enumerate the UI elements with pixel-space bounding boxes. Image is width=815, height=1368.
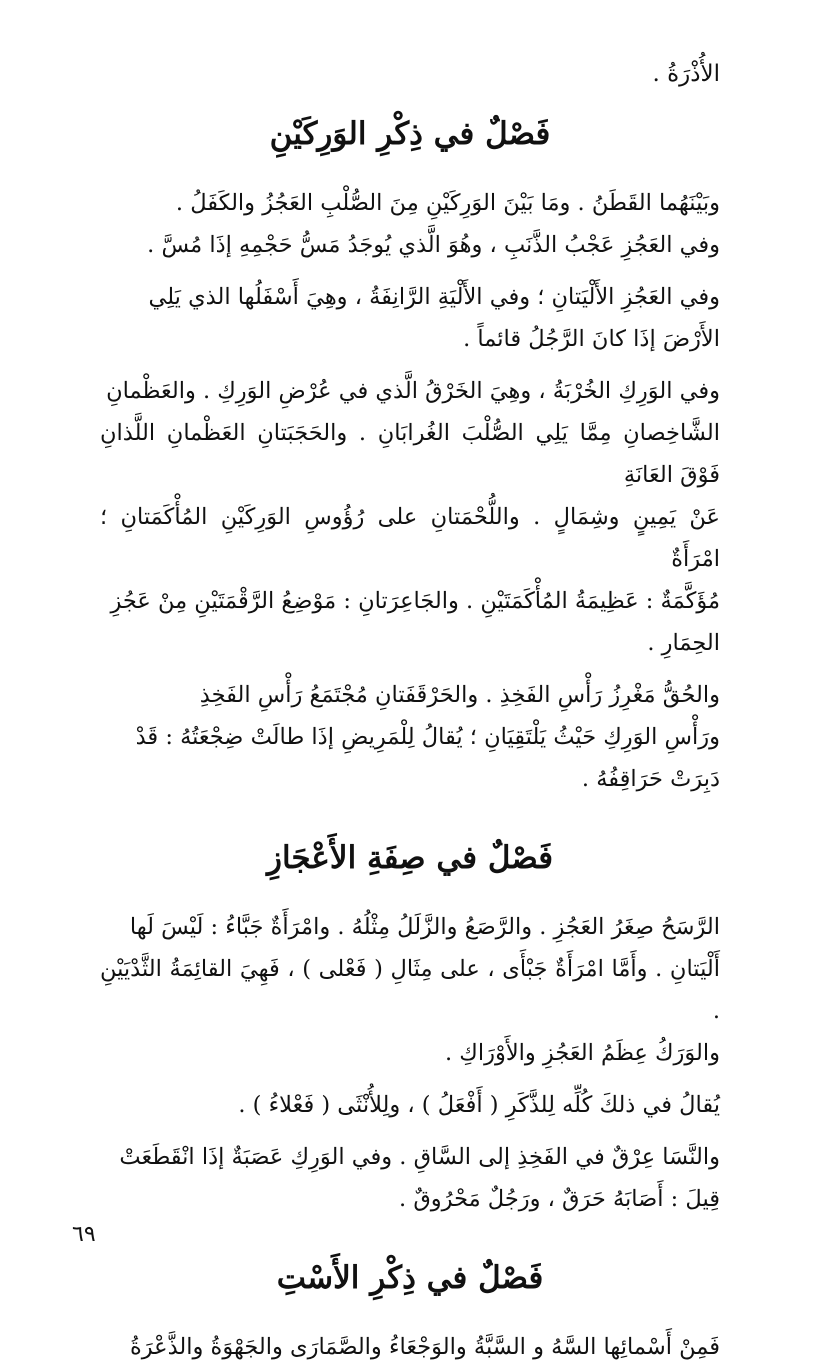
section-title-anus: فَصْلٌ في ذِكْرِ الأَسْتِ [276,1260,544,1296]
paragraph: يُقالُ في ذلكَ كُلِّه لِلذَّكَرِ ( أَفْعَلُ ) ، ولِلأُنْثَى ( فَعْلاءُ ) . [238,1092,720,1118]
paragraph: وبَيْنَهُما القَطَنُ . ومَا بَيْنَ الوَرِكَيْنِ مِنَ الصُّلْبِ العَجُزُ والكَفَلُ . وفي العَجُزِ عَجْبُ الذَّنَبِ ، وهُوَ الَّذي يُوجَدُ مَسُّ حَجْمِهِ إذَا مُسَّ . [147,190,720,258]
page-number: ٦٩ [72,1222,96,1247]
section-title-hips: فَصْلٌ في ذِكْرِ الوَرِكَيْنِ [269,116,551,152]
section-title-buttocks: فَصْلٌ في صِفَةِ الأَعْجَازِ [266,840,554,876]
paragraph: الرَّسَحُ صِغَرُ العَجُزِ . والرَّصَعُ والزَّلَلُ مِثْلُهُ . وامْرَأَةٌ جَبَّاءُ : لَيْسَ لَها أَلْيَتانِ . وأَمَّا امْرَأَةٌ جَبْأَى ، على مِثَالِ ( فَعْلى ) ، فَهِيَ القائِمَةُ الثَّدْيَيْنِ . والوَرَكُ عِظَمُ العَجُزِ والأَوْرَاكِ . [100,914,720,1066]
paragraph: وفي الوَرِكِ الخُرْبَةُ ، وهِيَ الخَرْقُ الَّذي في عُرْضِ الوَرِكِ . والعَظْمانِ الشَّاخِصانِ مِمَّا يَلِي الصُّلْبَ الغُرابَانِ . والحَجَبَتانِ العَظْمانِ اللَّذانِ فَوْقَ العَانَةِ عَنْ يَمِينٍ وشِمَالٍ . واللُّحْمَتانِ على رُؤُوسِ الوَرِكَيْنِ المُأْكَمَتانِ ؛ امْرَأَةٌ مُؤَكَّمَةٌ : عَظِيمَةُ المُأْكَمَتَيْنِ . والجَاعِرَتانِ : مَوْضِعُ الرَّقْمَتَيْنِ مِنْ عَجُزِ الحِمَارِ . [100,378,720,656]
paragraph: والحُقُّ مَغْرِزُ رَأْسِ الفَخِذِ . والحَرْقَفَتانِ مُجْتَمَعُ رَأْسِ الفَخِذِ ورَأْسِ الوَرِكِ حَيْثُ يَلْتَقِيَانِ ؛ يُقالُ لِلْمَرِيضِ إذَا طالَتْ ضِجْعَتُهُ : قَدْ دَبِرَتْ حَرَاقِفُهُ . [135,682,720,792]
continuation-line: الأُذْرَةُ . [652,61,720,87]
paragraph: والنَّسَا عِرْقٌ في الفَخِذِ إلى السَّاقِ . وفي الوَرِكِ عَصَبَةٌ إذَا انْقَطَعَتْ قِيلَ : أَصَابَهُ حَرَقٌ ، ورَجُلٌ مَحْرُوقٌ . [119,1144,720,1212]
paragraph: فَمِنْ أَسْمائِها السَّهُ و السَّبَّةُ والوَجْعَاءُ والصَّمَارَى والجَهْوَةُ والذَّعْرَةُ [129,1334,720,1360]
paragraph: وفي العَجُزِ الأَلْيَتانِ ؛ وفي الأَلْيَةِ الرَّانِفَةُ ، وهِيَ أَسْفَلُها الذي يَلِي الأَرْضَ إذَا كانَ الرَّجُلُ قائماً . [148,284,720,352]
